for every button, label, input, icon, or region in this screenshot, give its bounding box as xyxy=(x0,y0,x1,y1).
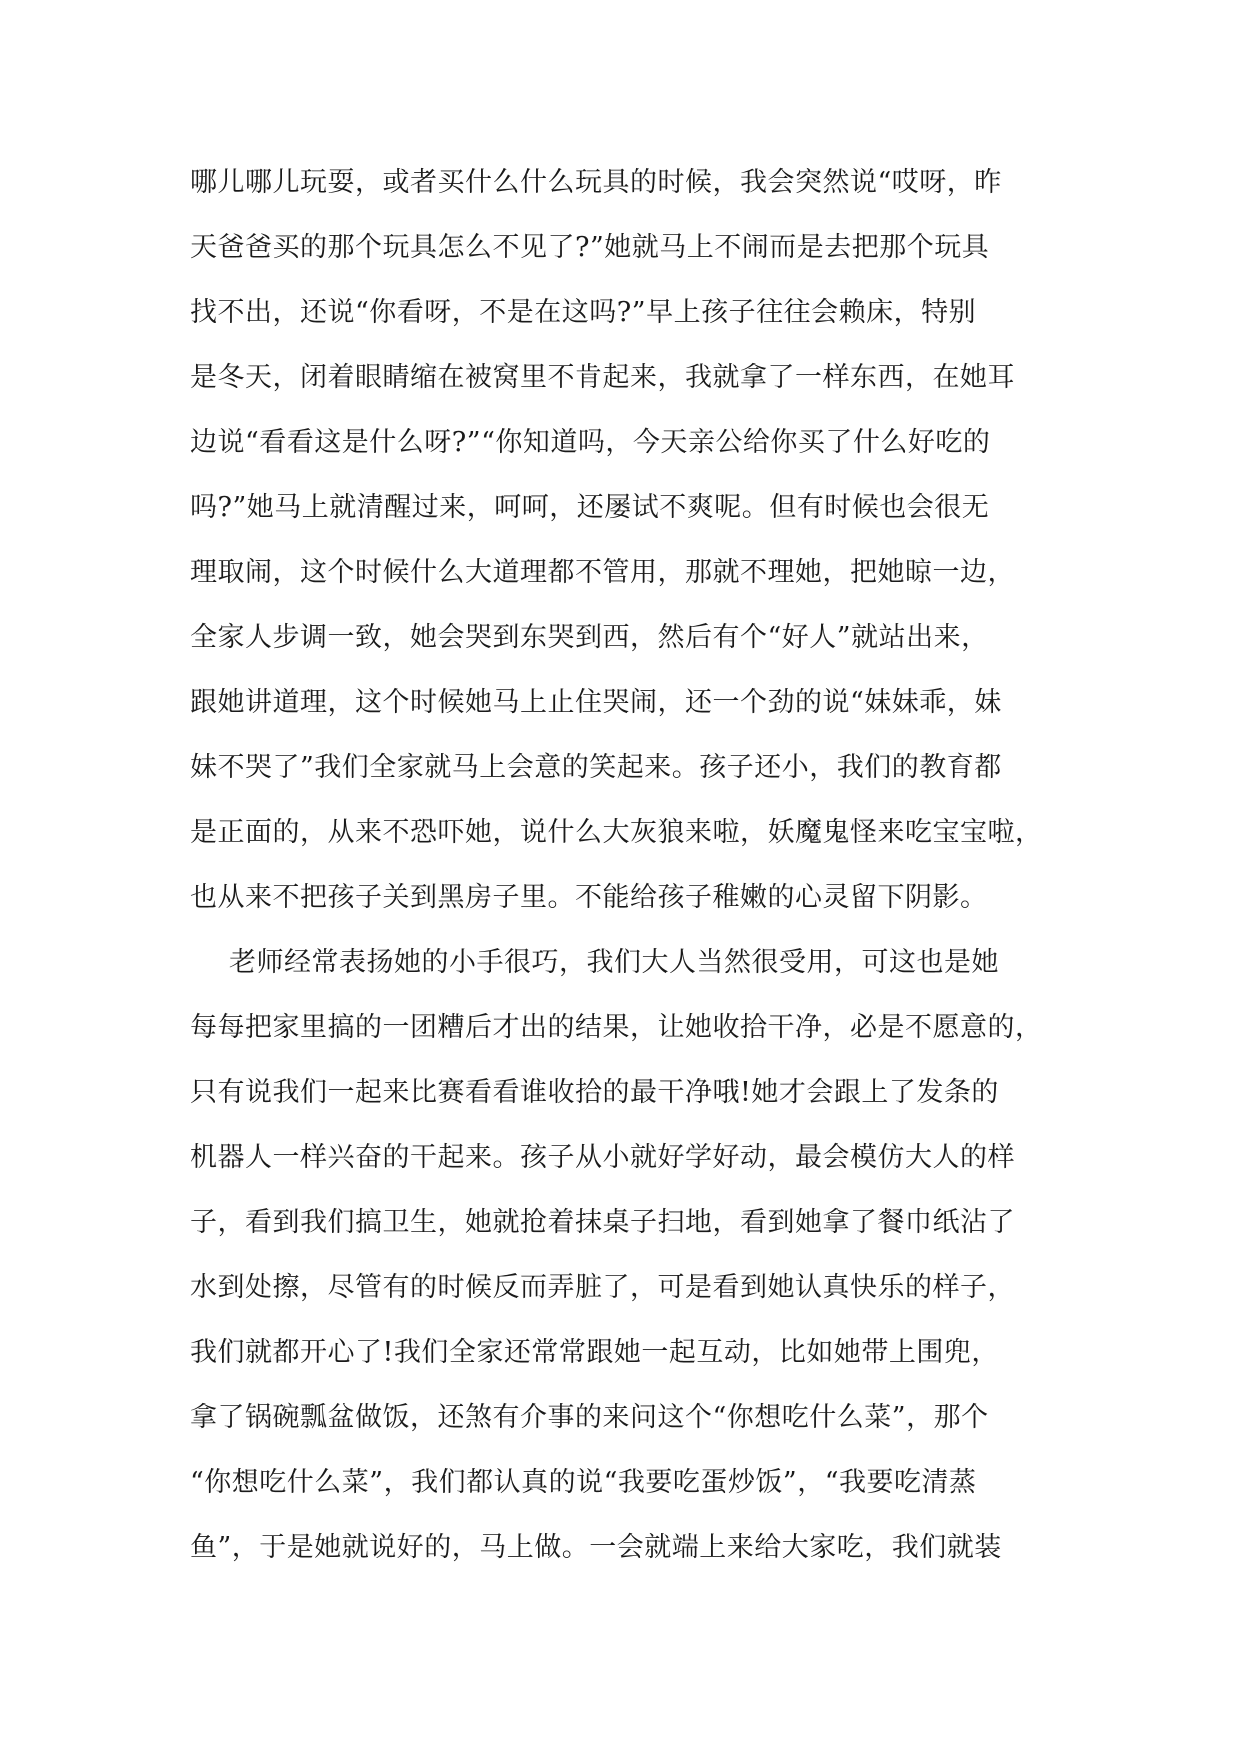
text-line: 我们就都开心了!我们全家还常常跟她一起互动，比如她带上围兜， xyxy=(190,1337,999,1368)
paragraph-1 xyxy=(190,150,1060,930)
text-line: 也从来不把孩子关到黑房子里。不能给孩子稚嫩的心灵留下阴影。 xyxy=(190,882,988,913)
text-line: 只有说我们一起来比赛看看谁收拾的最干净哦!她才会跟上了发条的 xyxy=(190,1077,999,1108)
text-line: 哪儿哪儿玩耍，或者买什么什么玩具的时候，我会突然说“哎呀，昨 xyxy=(190,167,1002,198)
text-line: 拿了锅碗瓢盆做饭，还煞有介事的来问这个“你想吃什么菜”，那个 xyxy=(190,1402,989,1433)
text-line: 天爸爸买的那个玩具怎么不见了?”她就马上不闹而是去把那个玩具 xyxy=(190,232,990,263)
text-line: 理取闹，这个时候什么大道理都不管用，那就不理她，把她晾一边， xyxy=(190,557,1015,588)
text-line: 机器人一样兴奋的干起来。孩子从小就好学好动，最会模仿大人的样 xyxy=(190,1142,1015,1173)
text-line: 妹不哭了”我们全家就马上会意的笑起来。孩子还小，我们的教育都 xyxy=(190,752,1002,783)
text-line: “你想吃什么菜”，我们都认真的说“我要吃蛋炒饭”，“我要吃清蒸 xyxy=(190,1467,977,1498)
text-line: 水到处擦，尽管有的时候反而弄脏了，可是看到她认真快乐的样子， xyxy=(190,1272,1015,1303)
text-line: 边说“看看这是什么呀?”“你知道吗，今天亲公给你买了什么好吃的 xyxy=(190,427,991,458)
text-line: 鱼”，于是她就说好的，马上做。一会就端上来给大家吃，我们就装 xyxy=(190,1532,1002,1563)
text-line: 全家人步调一致，她会哭到东哭到西，然后有个“好人”就站出来， xyxy=(190,622,989,653)
body-text xyxy=(190,150,1060,1580)
text-line: 是冬天，闭着眼睛缩在被窝里不肯起来，我就拿了一样东西，在她耳 xyxy=(190,362,1015,393)
text-line: 老师经常表扬她的小手很巧，我们大人当然很受用，可这也是她 xyxy=(229,947,999,978)
text-line: 吗?”她马上就清醒过来，呵呵，还屡试不爽呢。但有时候也会很无 xyxy=(190,492,990,523)
text-line: 找不出，还说“你看呀，不是在这吗?”早上孩子往往会赖床，特别 xyxy=(190,297,977,328)
text-line: 每每把家里搞的一团糟后才出的结果，让她收拾干净，必是不愿意的， xyxy=(190,1012,1043,1043)
paragraph-2 xyxy=(190,930,1060,1580)
text-line: 子，看到我们搞卫生，她就抢着抹桌子扫地，看到她拿了餐巾纸沾了 xyxy=(190,1207,1015,1238)
text-line: 是正面的，从来不恐吓她，说什么大灰狼来啦，妖魔鬼怪来吃宝宝啦， xyxy=(190,817,1043,848)
text-line: 跟她讲道理，这个时候她马上止住哭闹，还一个劲的说“妹妹乖，妹 xyxy=(190,687,1002,718)
